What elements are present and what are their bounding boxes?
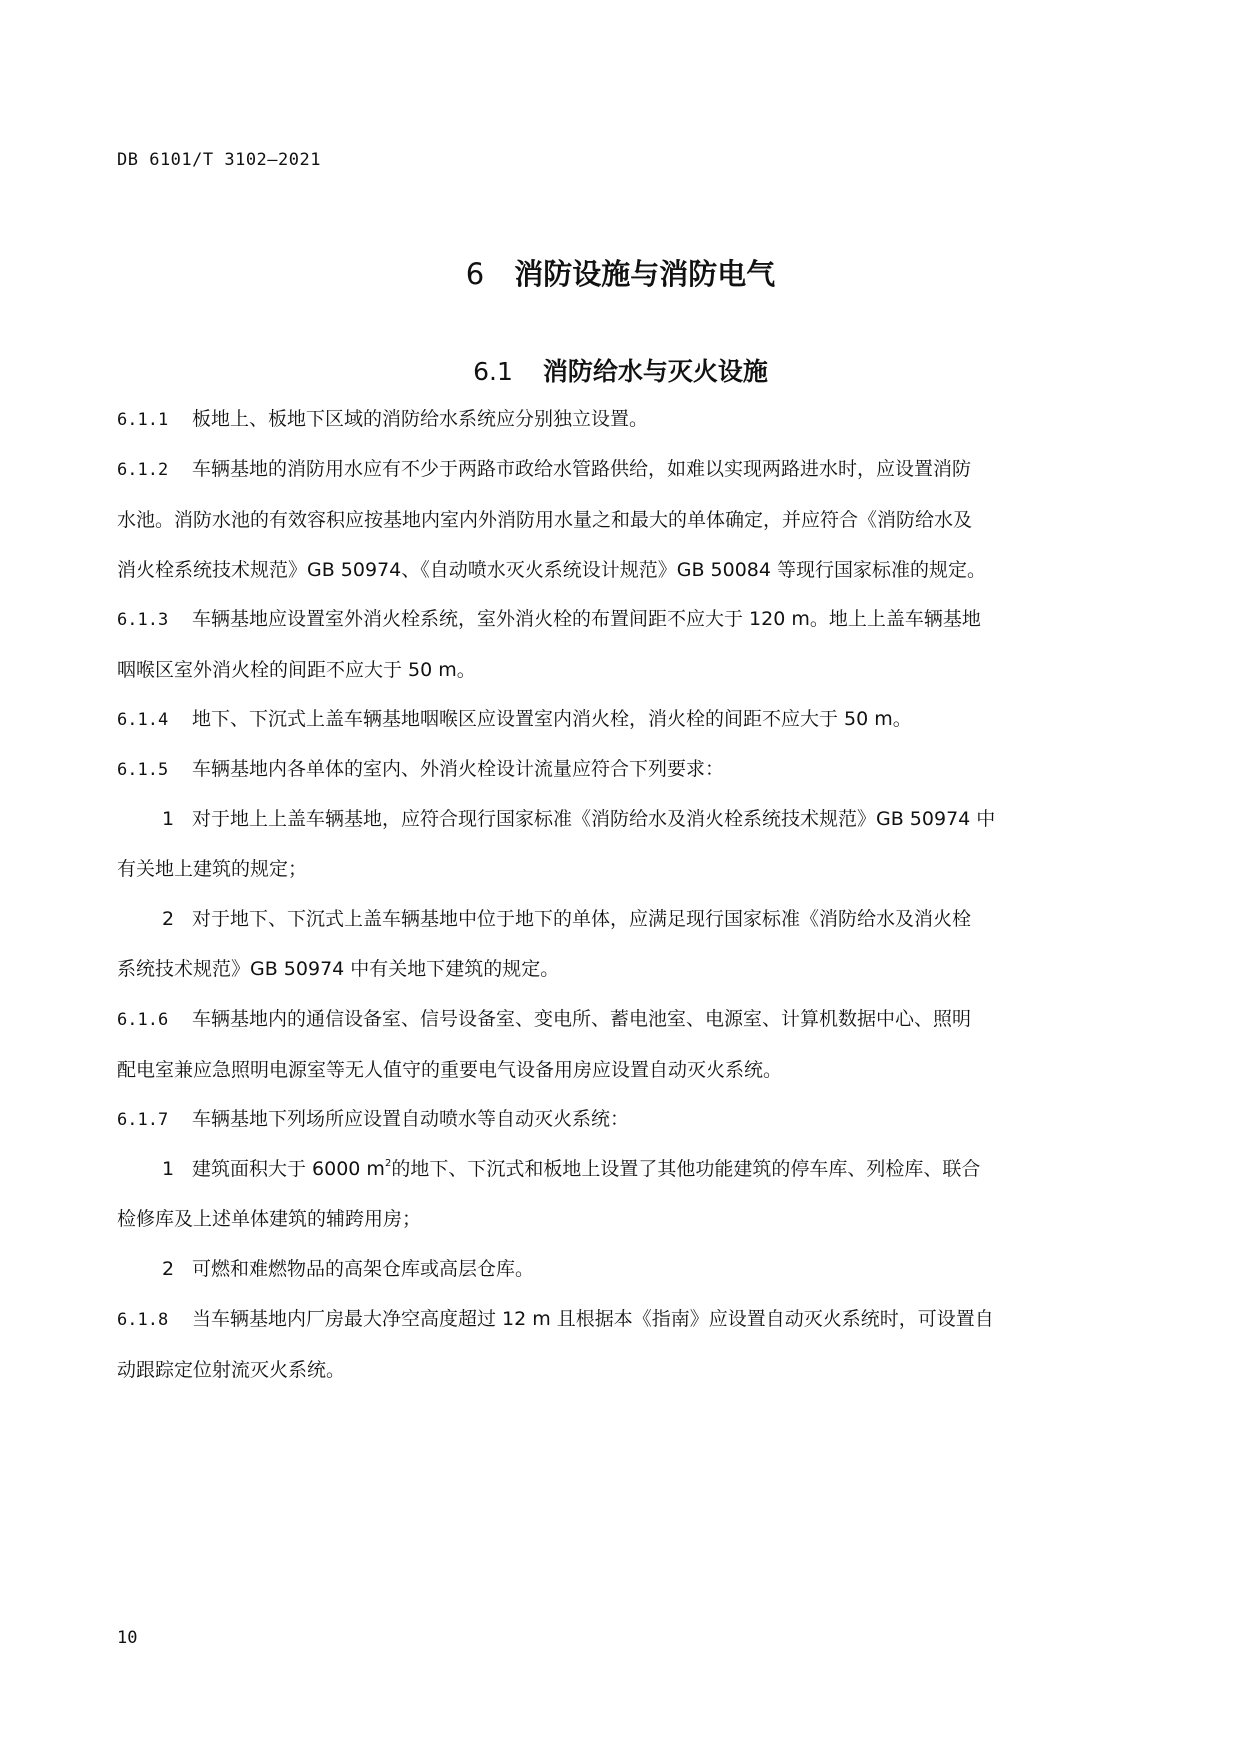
list-item bbox=[162, 1244, 1172, 1294]
clause-6-1-4 bbox=[117, 694, 1127, 745]
superscript: 2 bbox=[384, 1158, 392, 1169]
item-text: 系统技术规范》GB 50974 中有关地下建筑的规定。 bbox=[117, 958, 560, 980]
chapter-heading bbox=[0, 252, 1241, 293]
clause-text: 动跟踪定位射流灭火系统。 bbox=[117, 1359, 346, 1381]
item-text: 有关地上建筑的规定； bbox=[117, 858, 308, 880]
clause-number: 6.1.4 bbox=[117, 710, 169, 730]
item-text: 对于地上上盖车辆基地，应符合现行国家标准《消防给水及消火栓系统技术规范》GB 50974 中 bbox=[192, 808, 996, 830]
clause-text: 板地上、板地下区域的消防给水系统应分别独立设置。 bbox=[192, 408, 649, 430]
clause-number: 6.1.1 bbox=[117, 410, 169, 430]
list-item bbox=[117, 794, 1172, 894]
item-number: 1 bbox=[162, 808, 175, 830]
clause-text: 消火栓系统技术规范》GB 50974、《自动喷水灭火系统设计规范》GB 50084 等现行国家标准的规定。 bbox=[117, 559, 987, 581]
list-item bbox=[117, 1144, 1172, 1244]
item-text: 建筑面积大于 6000 m bbox=[192, 1158, 385, 1180]
chapter-title: 消防设施与消防电气 bbox=[514, 257, 776, 291]
item-text: 检修库及上述单体建筑的辅跨用房； bbox=[117, 1208, 422, 1230]
clause-6-1-7 bbox=[117, 1094, 1127, 1145]
clause-text: 地下、下沉式上盖车辆基地咽喉区应设置室内消火栓，消火栓的间距不应大于 50 m。 bbox=[192, 708, 912, 730]
clause-text: 车辆基地下列场所应设置自动喷水等自动灭火系统： bbox=[192, 1108, 630, 1130]
clause-number: 6.1.8 bbox=[117, 1310, 169, 1330]
chapter-number: 6 bbox=[465, 257, 485, 291]
clause-number: 6.1.5 bbox=[117, 760, 169, 780]
section-title: 消防给水与灭火设施 bbox=[542, 357, 768, 386]
item-text: 的地下、下沉式和板地上设置了其他功能建筑的停车库、列检库、联合 bbox=[391, 1158, 981, 1180]
clause-6-1-1 bbox=[117, 394, 1127, 445]
section-heading bbox=[0, 352, 1241, 388]
clause-number: 6.1.6 bbox=[117, 1010, 169, 1030]
item-number: 1 bbox=[162, 1158, 175, 1180]
page-number: 10 bbox=[117, 1628, 138, 1648]
item-number: 2 bbox=[162, 1258, 175, 1280]
list-item bbox=[117, 894, 1172, 994]
clause-number: 6.1.2 bbox=[117, 460, 169, 480]
document-id: DB 6101/T 3102—2021 bbox=[117, 150, 321, 170]
clause-text: 配电室兼应急照明电源室等无人值守的重要电气设备用房应设置自动灭火系统。 bbox=[117, 1059, 783, 1081]
clause-number: 6.1.3 bbox=[117, 610, 169, 630]
clause-text: 车辆基地应设置室外消火栓系统，室外消火栓的布置间距不应大于 120 m。地上上盖车辆基地 bbox=[192, 608, 981, 630]
clause-6-1-6 bbox=[117, 994, 1127, 1095]
clause-6-1-3 bbox=[117, 594, 1127, 695]
item-text: 可燃和难燃物品的高架仓库或高层仓库。 bbox=[192, 1258, 535, 1280]
clause-number: 6.1.7 bbox=[117, 1110, 169, 1130]
clause-6-1-5 bbox=[117, 744, 1127, 795]
section-number: 6.1 bbox=[473, 357, 513, 386]
clause-text: 车辆基地内各单体的室内、外消火栓设计流量应符合下列要求： bbox=[192, 758, 725, 780]
clause-6-1-8 bbox=[117, 1294, 1127, 1395]
clause-text: 水池。消防水池的有效容积应按基地内室内外消防用水量之和最大的单体确定，并应符合《消防给水及 bbox=[117, 509, 973, 531]
clause-text: 车辆基地内的通信设备室、信号设备室、变电所、蓄电池室、电源室、计算机数据中心、照明 bbox=[192, 1008, 972, 1030]
clause-text: 当车辆基地内厂房最大净空高度超过 12 m 且根据本《指南》应设置自动灭火系统时，可设置自 bbox=[192, 1308, 994, 1330]
item-number: 2 bbox=[162, 908, 175, 930]
clause-text: 车辆基地的消防用水应有不少于两路市政给水管路供给，如难以实现两路进水时，应设置消防 bbox=[192, 458, 972, 480]
item-text: 对于地下、下沉式上盖车辆基地中位于地下的单体，应满足现行国家标准《消防给水及消火栓 bbox=[192, 908, 972, 930]
clause-text: 咽喉区室外消火栓的间距不应大于 50 m。 bbox=[117, 659, 476, 681]
clause-6-1-2 bbox=[117, 444, 1127, 595]
